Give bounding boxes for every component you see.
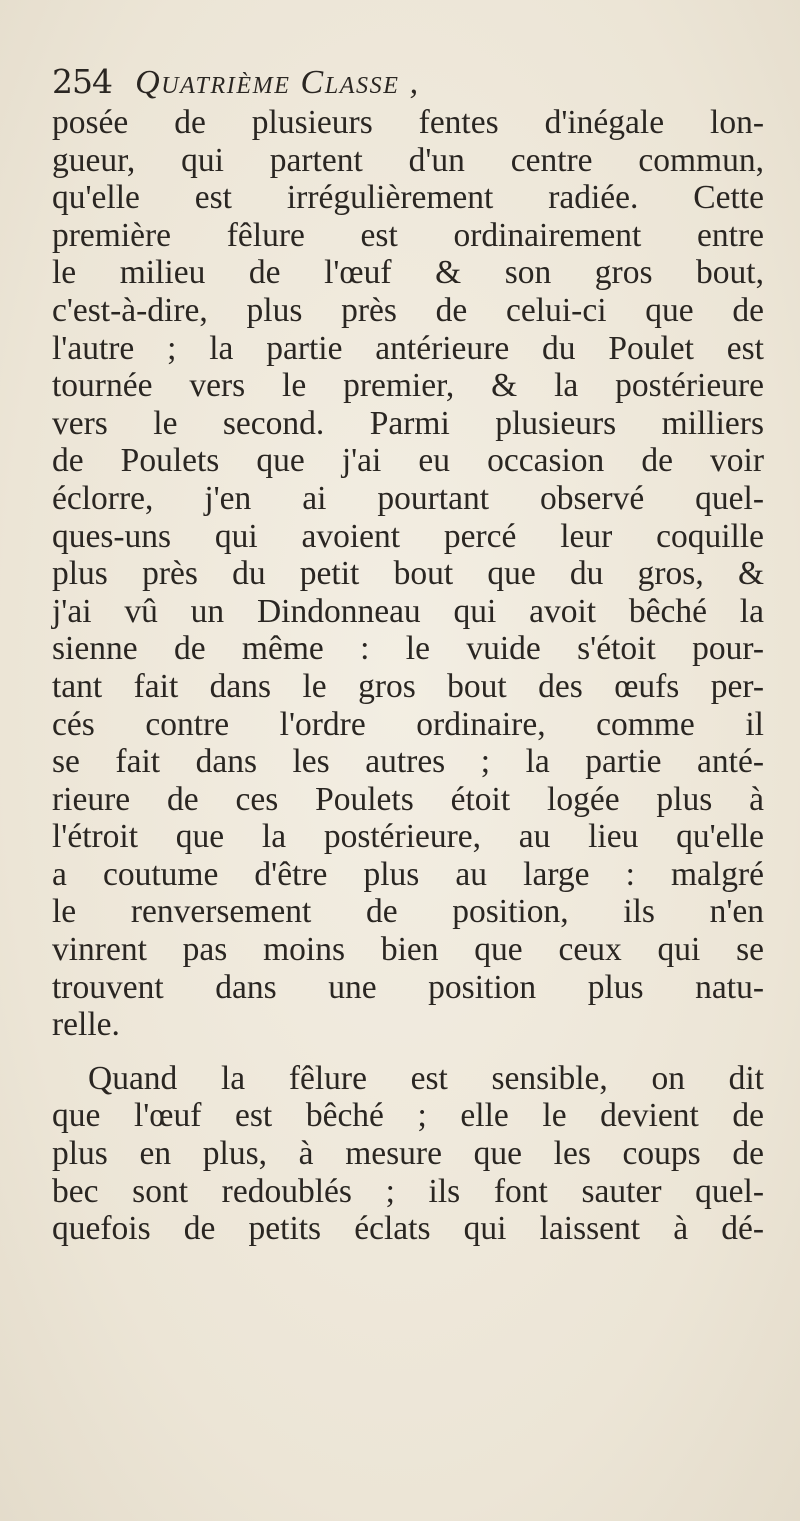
paragraph-1 [52, 104, 764, 1044]
text-line: tournée vers le premier, & la postérieure [52, 367, 764, 405]
text-line: rieure de ces Poulets étoit logée plus à [52, 780, 764, 818]
text-line: se fait dans les autres ; la partie anté- [52, 743, 764, 781]
text-line: a coutume d'être plus au large : malgré [52, 855, 764, 893]
text-line: gueur, qui partent d'un centre commun, [52, 141, 764, 179]
text-line: le renversement de position, ils n'en [52, 893, 764, 931]
text-line: tant fait dans le gros bout des œufs per- [52, 667, 764, 705]
page-number: 254 [52, 62, 112, 101]
body-text [52, 104, 764, 1248]
text-line: vinrent pas moins bien que ceux qui se [52, 931, 764, 969]
text-line: relle. [52, 1006, 120, 1044]
page-header [52, 62, 752, 106]
text-line: plus en plus, à mesure que les coups de [52, 1135, 764, 1173]
text-line: cés contre l'ordre ordinaire, comme il [52, 705, 764, 743]
text-line: l'étroit que la postérieure, au lieu qu'elle [52, 818, 764, 856]
running-head: Quatrième Classe , [135, 64, 420, 101]
paragraph-2 [52, 1060, 764, 1248]
text-line: sienne de même : le vuide s'étoit pour- [52, 630, 764, 668]
text-line: j'ai vû un Dindonneau qui avoit bêché la [52, 592, 764, 630]
text-line: première fêlure est ordinairement entre [52, 216, 764, 254]
text-line: bec sont redoublés ; ils font sauter quel- [52, 1172, 764, 1210]
text-line: c'est-à-dire, plus près de celui-ci que de [52, 291, 764, 329]
paragraph-gap [52, 1044, 764, 1060]
text-line: plus près du petit bout que du gros, & [52, 555, 764, 593]
text-line: trouvent dans une position plus natu- [52, 968, 764, 1006]
text-line: de Poulets que j'ai eu occasion de voir [52, 442, 764, 480]
text-line: posée de plusieurs fentes d'inégale lon- [52, 104, 764, 141]
text-line: vers le second. Parmi plusieurs milliers [52, 404, 764, 442]
text-line: éclorre, j'en ai pourtant observé quel- [52, 479, 764, 517]
text-line: le milieu de l'œuf & son gros bout, [52, 254, 764, 292]
text-line: l'autre ; la partie antérieure du Poulet est [52, 329, 764, 367]
text-line: ques-uns qui avoient percé leur coquille [52, 517, 764, 555]
text-line: qu'elle est irrégulièrement radiée. Cette [52, 179, 764, 217]
text-line: que l'œuf est bêché ; elle le devient de [52, 1097, 764, 1135]
text-line: quefois de petits éclats qui laissent à dé- [52, 1210, 764, 1248]
text-line: Quand la fêlure est sensible, on dit [88, 1059, 764, 1097]
